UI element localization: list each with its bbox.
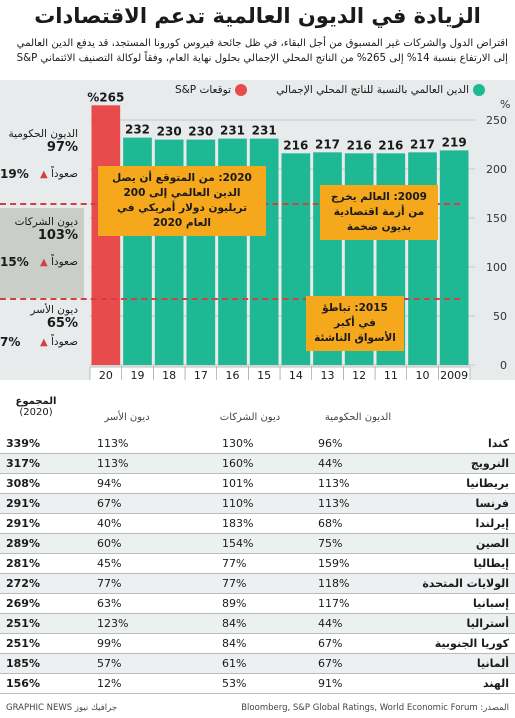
cell-hh: 113%: [97, 437, 129, 450]
x-tick-label: 11: [383, 369, 398, 380]
up-label: صعوداً ▲: [39, 256, 78, 268]
cell-hh: 77%: [97, 577, 122, 590]
cell-gov: 117%: [318, 597, 350, 610]
cell-hh: 60%: [97, 537, 122, 550]
cell-country: بريطانيا: [466, 477, 509, 490]
x-tick-label: 14: [288, 369, 303, 380]
cell-total: 156%: [6, 677, 40, 690]
table-row: [0, 614, 515, 634]
cell-corp: 110%: [222, 497, 254, 510]
up-label: صعوداً ▲: [39, 336, 78, 348]
cell-corp: 77%: [222, 557, 247, 570]
y-tick-label: 250: [486, 114, 507, 127]
cell-gov: 113%: [318, 477, 350, 490]
side-corp: [0, 208, 84, 298]
cell-gov: 68%: [318, 517, 343, 530]
value-label: 232: [124, 122, 151, 137]
header-total: [8, 396, 64, 418]
value-label: 216: [283, 138, 309, 153]
cell-total: 308%: [6, 477, 40, 490]
y-tick-label: 0: [500, 359, 507, 372]
cell-country: إيرلندا: [475, 517, 509, 530]
cell-gov: 44%: [318, 617, 343, 630]
subtitle: اقتراض الدول والشركات غير المسبوق من أجل البقاء، في ظل جائحة فيروس كورونا المستجد، قد يدفع الدين العالمي إلى الارتفاع بنسبة 14% إلى 265% من الناتج المحلي الإجمالي بحلول نهاية العام، وفقاً لوكالة التصنيف الائتماني S&P: [16, 38, 508, 64]
cell-total: 251%: [6, 617, 40, 630]
cell-country: الهند: [482, 677, 509, 690]
x-tick-label: 10: [415, 369, 430, 380]
y-tick-label: 50: [493, 310, 507, 323]
cell-total: 289%: [6, 537, 40, 550]
table-row: [0, 634, 515, 654]
callout-2015: 2015: تباطؤ في أكبر الأسواق الناشئة: [306, 296, 404, 351]
debt-table: [0, 390, 515, 694]
side-gov-up-val: 19%: [0, 167, 29, 181]
value-label: 216: [346, 138, 372, 153]
cell-total: 317%: [6, 457, 40, 470]
cell-country: إيطاليا: [473, 557, 509, 570]
x-tick-label: 19: [130, 369, 145, 380]
cell-corp: 160%: [222, 457, 254, 470]
table-row: [0, 674, 515, 694]
footer-source: المصدر: Bloomberg, S&P Global Ratings, World Economic Forum: [241, 703, 509, 713]
side-hh-up: [0, 335, 78, 349]
cell-corp: 61%: [222, 657, 247, 670]
header-total-year: (2020): [19, 407, 53, 418]
side-corp-label: ديون الشركات: [14, 216, 78, 228]
side-gov: [0, 128, 84, 208]
cell-gov: 67%: [318, 657, 343, 670]
side-panel: [0, 108, 84, 370]
table-header: [0, 390, 515, 434]
x-tick-label: 13: [320, 369, 335, 380]
cell-gov: 44%: [318, 457, 343, 470]
cell-corp: 53%: [222, 677, 247, 690]
value-label: 231: [251, 123, 277, 138]
value-label: %265: [87, 90, 125, 105]
cell-country: فرنسا: [475, 497, 509, 510]
cell-hh: 45%: [97, 557, 122, 570]
y-unit-label: %: [500, 98, 511, 111]
page-title: الزيادة في الديون العالمية تدعم الاقتصادات: [34, 4, 481, 28]
cell-corp: 101%: [222, 477, 254, 490]
cell-gov: 91%: [318, 677, 343, 690]
value-label: 230: [156, 124, 182, 139]
table-row: [0, 474, 515, 494]
cell-country: الصين: [475, 537, 509, 550]
cell-country: إسبانيا: [473, 597, 509, 610]
cell-country: كندا: [487, 437, 509, 450]
table-row: [0, 514, 515, 534]
cell-total: 291%: [6, 497, 40, 510]
cell-total: 281%: [6, 557, 40, 570]
cell-corp: 183%: [222, 517, 254, 530]
cell-gov: 159%: [318, 557, 350, 570]
x-tick-label: 2009: [440, 369, 469, 380]
cell-total: 272%: [6, 577, 40, 590]
x-tick-label: 16: [225, 369, 240, 380]
value-label: 216: [378, 138, 404, 153]
side-hh-up-val: 7%: [0, 335, 21, 349]
cell-hh: 123%: [97, 617, 129, 630]
side-hh: [0, 304, 84, 374]
cell-corp: 77%: [222, 577, 247, 590]
cell-hh: 57%: [97, 657, 122, 670]
header-hh: ديون الأسر: [104, 412, 150, 423]
footer-brand: GRAPHIC NEWS جرافيك نيوز: [6, 703, 118, 713]
cell-gov: 96%: [318, 437, 343, 450]
header-total-label: المجموع: [15, 396, 57, 407]
cell-hh: 40%: [97, 517, 122, 530]
table-row: [0, 494, 515, 514]
side-gov-up: [0, 167, 78, 181]
cell-gov: 113%: [318, 497, 350, 510]
table-row: [0, 434, 515, 454]
callout-2009: 2009: العالم يخرج من أزمة اقتصادية بديون ضخمة: [320, 185, 438, 240]
value-label: 219: [441, 135, 467, 150]
value-label: 231: [219, 123, 246, 138]
up-triangle-icon: ▲: [39, 169, 48, 180]
cell-hh: 99%: [97, 637, 122, 650]
cell-corp: 89%: [222, 597, 247, 610]
cell-gov: 67%: [318, 637, 343, 650]
header-corp: ديون الشركات: [219, 412, 281, 423]
up-triangle-icon: ▲: [39, 257, 48, 268]
legend-series-label: الدين العالمي بالنسبة للناتج المحلي الإجمالي: [276, 84, 469, 96]
cell-hh: 12%: [97, 677, 122, 690]
bar-2009: [440, 150, 469, 365]
value-label: 217: [314, 137, 341, 152]
value-label: 217: [409, 137, 436, 152]
cell-total: 185%: [6, 657, 40, 670]
up-label: صعوداً ▲: [39, 168, 78, 180]
y-tick-label: 200: [486, 163, 507, 176]
header-gov: الديون الحكومية: [324, 412, 392, 423]
cell-total: 291%: [6, 517, 40, 530]
cell-country: النرويج: [470, 457, 509, 470]
cell-hh: 63%: [97, 597, 122, 610]
cell-total: 269%: [6, 597, 40, 610]
side-gov-pct: 97%: [46, 140, 78, 155]
cell-country: ألمانيا: [476, 657, 509, 670]
cell-hh: 94%: [97, 477, 122, 490]
cell-total: 339%: [6, 437, 40, 450]
cell-country: الولايات المتحدة: [422, 577, 509, 590]
cell-hh: 67%: [97, 497, 122, 510]
table-row: [0, 454, 515, 474]
x-tick-label: 17: [193, 369, 208, 380]
callout-2020: 2020: من المتوقع أن يصل الدين العالمي إلى 200 تريليون دولار أمريكي في العام 2020: [98, 166, 266, 236]
x-tick-label: 20: [98, 369, 113, 380]
cell-hh: 113%: [97, 457, 129, 470]
table-row: [0, 574, 515, 594]
table-row: [0, 654, 515, 674]
up-triangle-icon: ▲: [39, 337, 48, 348]
table-row: [0, 594, 515, 614]
x-tick-label: 15: [257, 369, 272, 380]
side-corp-up: [0, 255, 78, 269]
y-tick-label: 150: [486, 212, 507, 225]
side-hh-pct: 65%: [46, 316, 78, 331]
table-body: [0, 434, 515, 694]
cell-corp: 154%: [222, 537, 254, 550]
side-hh-label: ديون الأسر: [30, 304, 78, 316]
cell-corp: 84%: [222, 617, 247, 630]
cell-gov: 75%: [318, 537, 343, 550]
cell-gov: 118%: [318, 577, 350, 590]
cell-corp: 84%: [222, 637, 247, 650]
y-tick-label: 100: [486, 261, 507, 274]
cell-corp: 130%: [222, 437, 254, 450]
cell-total: 251%: [6, 637, 40, 650]
cell-country: كوريا الجنوبية: [434, 637, 509, 650]
side-gov-label: الديون الحكومية: [8, 128, 78, 140]
side-corp-pct: 103%: [37, 228, 78, 243]
legend-forecast-label: توقعات S&P: [174, 84, 231, 96]
x-tick-label: 18: [162, 369, 177, 380]
cell-country: أستراليا: [466, 617, 509, 630]
value-label: 230: [188, 124, 214, 139]
table-row: [0, 534, 515, 554]
x-tick-label: 12: [352, 369, 367, 380]
side-corp-up-val: 15%: [0, 255, 29, 269]
table-row: [0, 554, 515, 574]
